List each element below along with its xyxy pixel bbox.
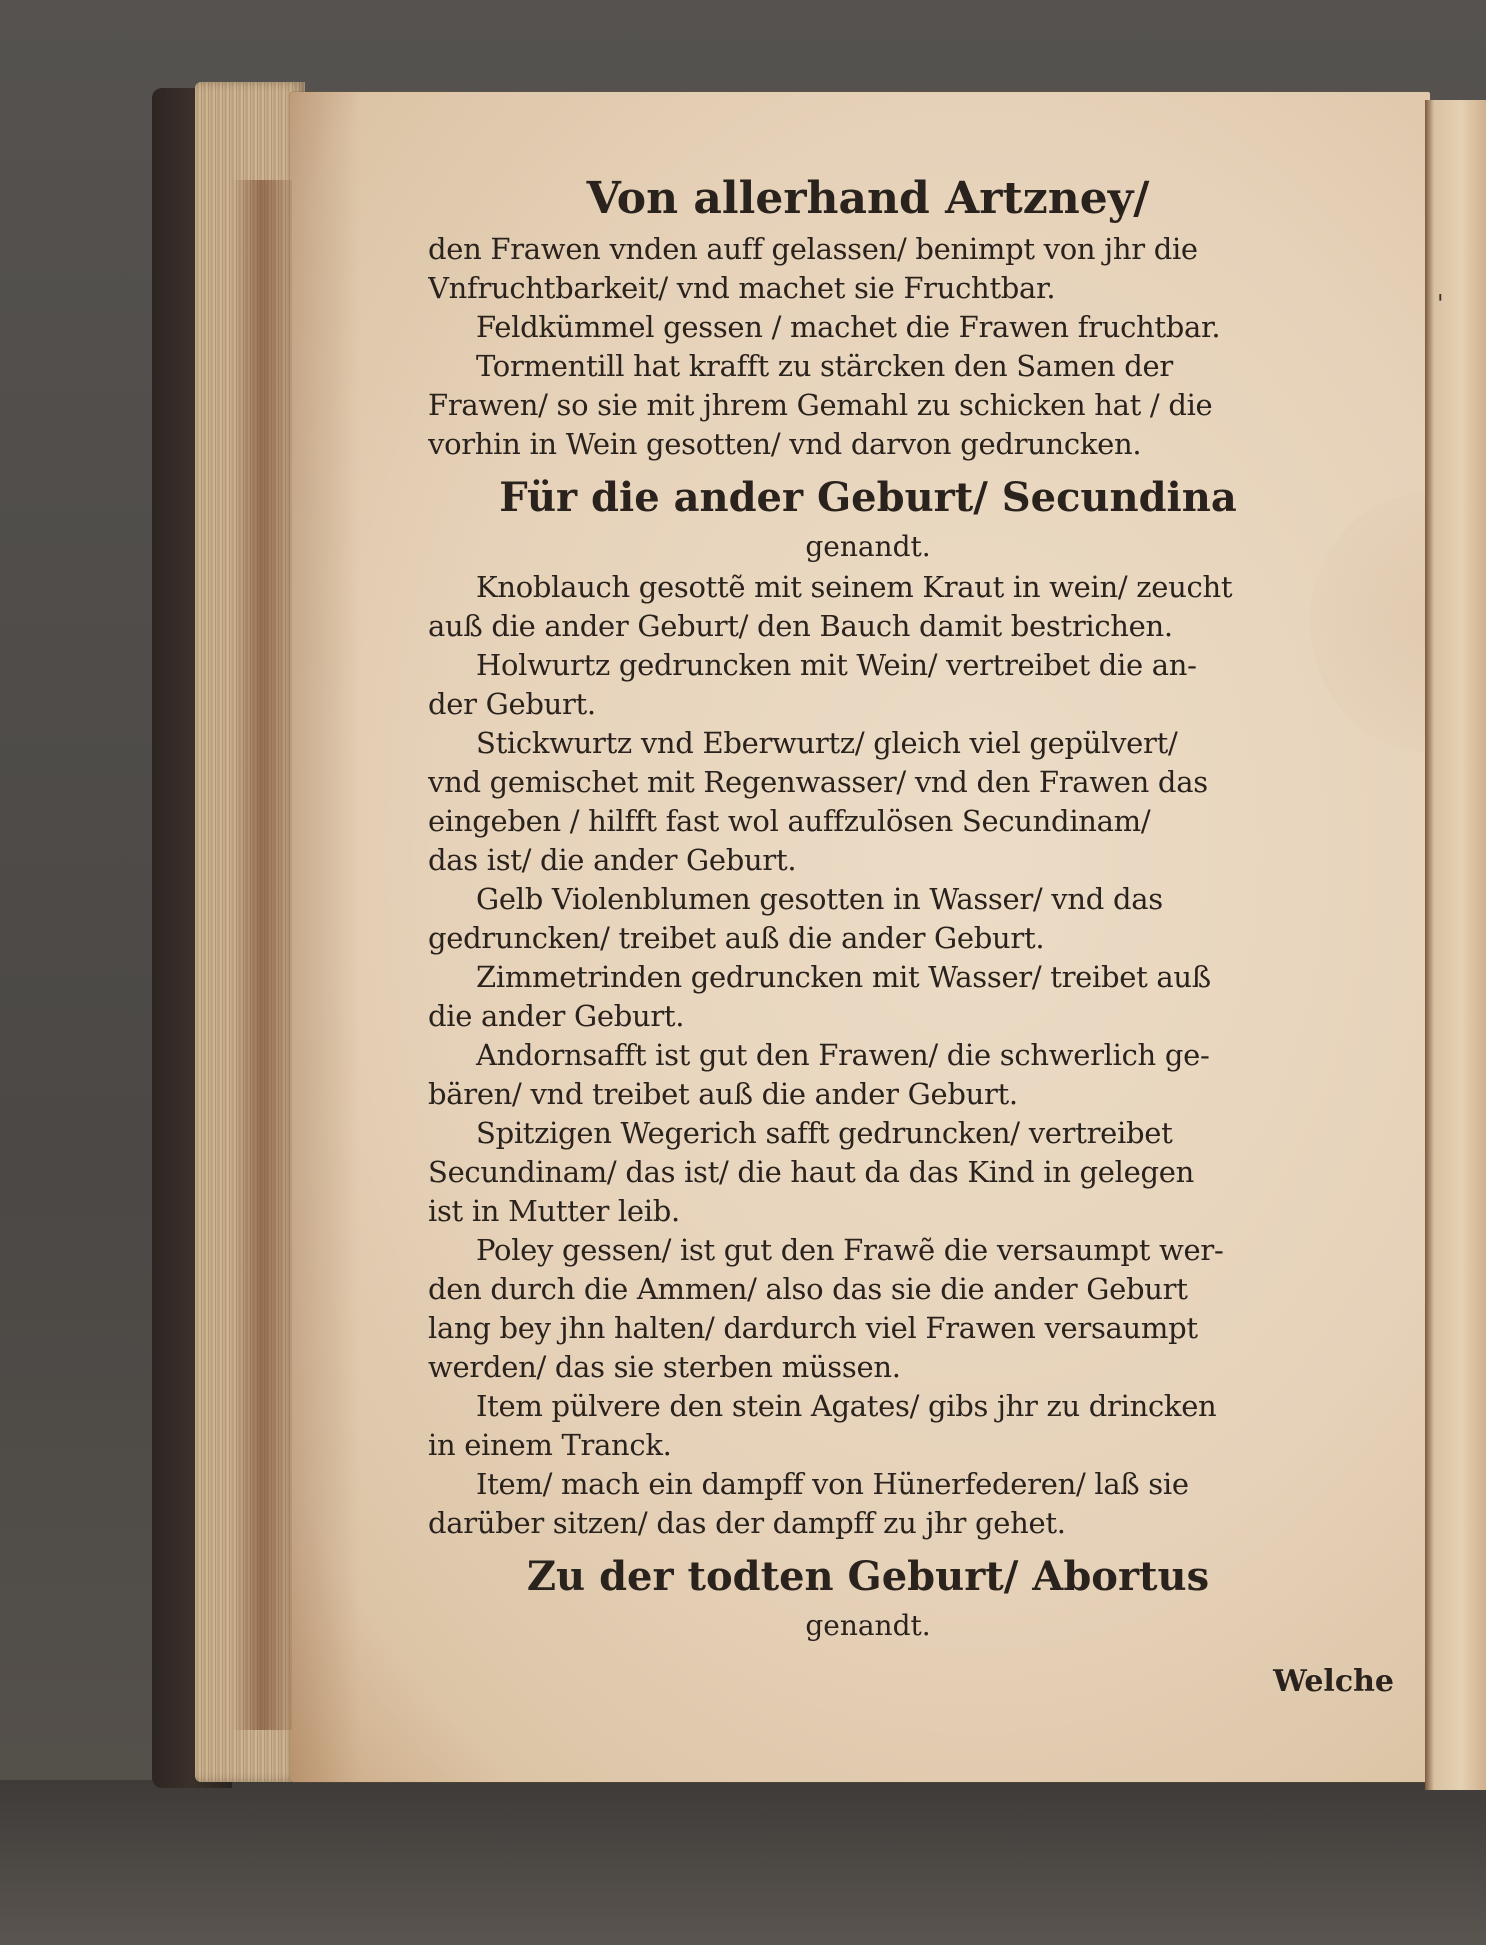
text-line: Frawen/ so sie mit jhrem Gemahl zu schicken hat / die <box>428 388 1213 422</box>
text-line: auß die ander Geburt/ den Bauch damit bestrichen. <box>428 609 1173 643</box>
text-line: gedruncken/ treibet auß die ander Geburt. <box>428 921 1045 955</box>
text-line: lang bey jhn halten/ dardurch viel Frawen versaumpt <box>428 1311 1198 1345</box>
text-line: Knoblauch gesottẽ mit seinem Kraut in wein/ zeucht <box>476 570 1233 604</box>
text-line: vnd gemischet mit Regenwasser/ vnd den Frawen das <box>428 765 1208 799</box>
facing-page-edge <box>1425 100 1486 1790</box>
section-body-secundina <box>428 568 1308 1543</box>
text-line: den durch die Ammen/ also das sie die ander Geburt <box>428 1272 1188 1306</box>
text-line: Item pülvere den stein Agates/ gibs jhr zu drincken <box>476 1389 1217 1423</box>
text-line: das ist/ die ander Geburt. <box>428 843 797 877</box>
text-line: die ander Geburt. <box>428 999 685 1033</box>
page-text-block <box>428 170 1308 1647</box>
text-line: Secundinam/ das ist/ die haut da das Kind in gelegen <box>428 1155 1194 1189</box>
text-line: Holwurtz gedruncken mit Wein/ vertreibet die an- <box>476 648 1197 682</box>
text-line: vorhin in Wein gesotten/ vnd darvon gedruncken. <box>428 427 1142 461</box>
intro-paragraph <box>428 230 1308 464</box>
text-line: darüber sitzen/ das der dampff zu jhr gehet. <box>428 1506 1066 1540</box>
section-heading-sub: genandt. <box>805 1609 931 1642</box>
text-line: der Geburt. <box>428 687 596 721</box>
text-line: ist in Mutter leib. <box>428 1194 680 1228</box>
facing-page-mark: ' <box>1437 290 1444 318</box>
text-line: Tormentill hat krafft zu stärcken den Samen der <box>476 349 1173 383</box>
text-line: Feldkümmel gessen / machet die Frawen fruchtbar. <box>476 310 1221 344</box>
section-heading-secundina: Für die ander Geburt/ Secundina <box>499 474 1237 521</box>
text-line: Andornsafft ist gut den Frawen/ die schwerlich ge- <box>476 1038 1210 1072</box>
text-line: eingeben / hilfft fast wol auffzulösen Secundinam/ <box>428 804 1151 838</box>
text-line: Item/ mach ein dampff von Hünerfederen/ laß sie <box>476 1467 1189 1501</box>
text-line: Gelb Violenblumen gesotten in Wasser/ vnd das <box>476 882 1163 916</box>
spine-shadow <box>232 180 292 1730</box>
text-line: in einem Tranck. <box>428 1428 672 1462</box>
section-heading-abortus: Zu der todten Geburt/ Abortus <box>526 1553 1210 1600</box>
text-line: den Frawen vnden auff gelassen/ benimpt von jhr die <box>428 232 1198 266</box>
running-head: Von allerhand Artzney/ <box>586 173 1150 224</box>
text-line: werden/ das sie sterben müssen. <box>428 1350 901 1384</box>
text-line: Zimmetrinden gedruncken mit Wasser/ treibet auß <box>476 960 1211 994</box>
text-line: Poley gessen/ ist gut den Frawẽ die versaumpt wer- <box>476 1233 1224 1267</box>
text-line: Vnfruchtbarkeit/ vnd machet sie Fruchtbar. <box>428 271 1056 305</box>
catchword: Welche <box>1273 1664 1394 1699</box>
section-heading-sub: genandt. <box>805 530 931 563</box>
text-line: bären/ vnd treibet auß die ander Geburt. <box>428 1077 1018 1111</box>
text-line: Spitzigen Wegerich safft gedruncken/ vertreibet <box>476 1116 1173 1150</box>
book-stand <box>0 1780 1486 1945</box>
text-line: Stickwurtz vnd Eberwurtz/ gleich viel gepülvert/ <box>476 726 1178 760</box>
page-gutter-shadow <box>290 92 360 1782</box>
